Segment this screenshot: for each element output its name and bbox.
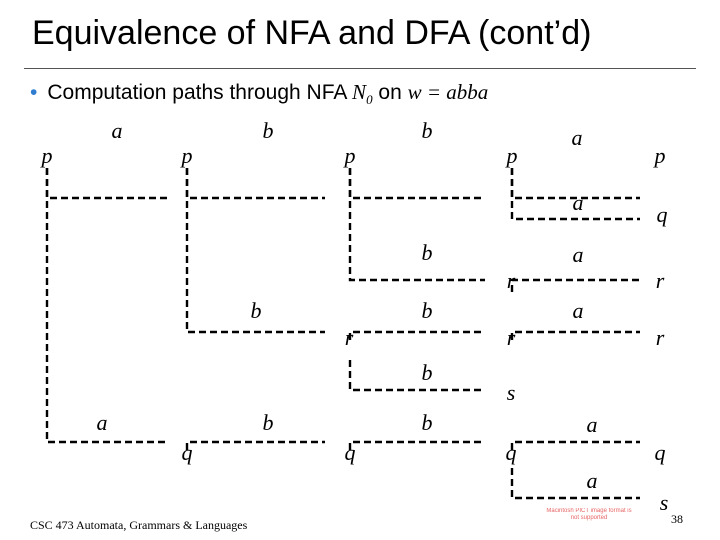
state-label: q — [505, 440, 517, 465]
edge-label: b — [421, 298, 433, 323]
state-label: r — [655, 268, 665, 293]
edge-label: b — [262, 410, 274, 435]
edge-label: b — [250, 298, 262, 323]
state-label: r — [506, 325, 516, 350]
edge-label: b — [421, 360, 433, 385]
edge-r2-a-r3 — [512, 280, 640, 292]
edge-q3-b-q4 — [350, 442, 485, 450]
state-label: p — [344, 143, 356, 168]
edge-label: a — [571, 125, 583, 150]
edge-label: a — [572, 298, 584, 323]
edge-label: a — [111, 118, 123, 143]
slide-title: Equivalence of NFA and DFA (cont’d) — [32, 14, 592, 52]
edge-r1-b-r4 — [350, 332, 485, 340]
state-label: q — [654, 440, 666, 465]
edge-q4-a-q5 — [512, 442, 640, 450]
state-label: s — [506, 380, 516, 405]
edge-label: a — [586, 468, 598, 493]
edge-p2-b-p3 — [350, 168, 485, 198]
edge-q1-b-q3 — [187, 442, 325, 450]
diagram-labels — [40, 118, 669, 515]
edge-root-a-q1 — [47, 168, 167, 442]
unsupported-image-placeholder: Macintosh PICT image format is not supported — [546, 508, 632, 521]
bullet-dot-icon: • — [30, 81, 38, 104]
edge-q4-a-s2 — [512, 468, 640, 498]
edge-label: a — [572, 190, 584, 215]
bullet-text: Computation paths through NFA — [47, 81, 353, 104]
state-label: q — [344, 440, 356, 465]
state-label: q — [656, 202, 668, 227]
edge-r4-a-r5 — [512, 332, 640, 340]
edge-lines — [47, 168, 640, 498]
bullet-on: on — [372, 81, 408, 104]
state-label: q — [181, 440, 193, 465]
edge-p2-b-r2 — [350, 168, 485, 280]
state-label: p — [506, 143, 518, 168]
state-label: r — [655, 325, 665, 350]
state-label: p — [181, 143, 193, 168]
nfa-letter: N — [352, 80, 367, 104]
state-label: s — [659, 490, 669, 515]
page-number: 38 — [671, 512, 683, 526]
state-label: p — [41, 143, 53, 168]
edge-r1-b-s1 — [350, 360, 485, 390]
edge-label: b — [421, 118, 433, 143]
edge-p1-b-p2 — [187, 168, 325, 198]
edge-label: b — [421, 410, 433, 435]
state-label: p — [654, 143, 666, 168]
edge-label: b — [262, 118, 274, 143]
state-label: r — [344, 325, 354, 350]
edge-label: a — [586, 412, 598, 437]
state-label: a — [96, 410, 108, 435]
edge-label: a — [572, 242, 584, 267]
edge-label: b — [421, 240, 433, 265]
input-word: w = abba — [407, 80, 489, 104]
footer-course-name: CSC 473 Automata, Grammars & Languages — [30, 518, 248, 532]
state-label: r — [506, 268, 516, 293]
edge-root-a-p1 — [47, 168, 167, 198]
nfa-subscript: 0 — [366, 92, 373, 108]
